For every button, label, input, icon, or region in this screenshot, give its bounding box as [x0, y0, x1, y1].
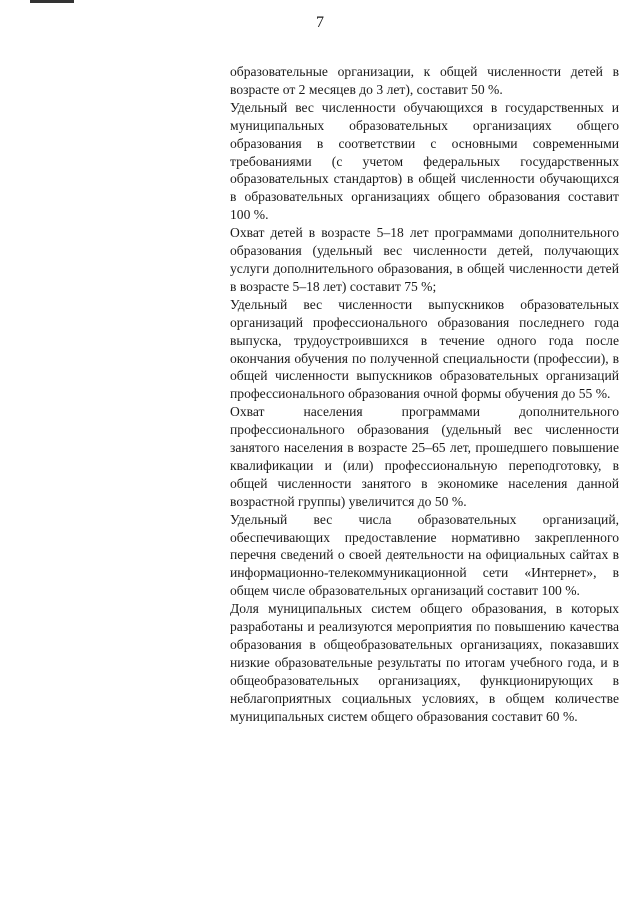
paragraph-professional-training: Охват населения программами дополнительного профессионального образования (удельный вес численности занятого населения в возрасте 25–65 лет, прошедшего повышение квалификации и (или) профессиональную переподготовку, в общей численности занятого в экономике населения данной возрастной группы) увеличится до 50 %.	[230, 404, 619, 509]
paragraph-graduate-employment: Удельный вес численности выпускников образовательных организаций профессионального образования последнего года выпуска, трудоустроившихся в течение одного года после окончания обучения по полученной специальности (профессии), в общей численности выпускников образовательных организаций профессионального образования очной формы обучения до 55 %.	[230, 296, 619, 402]
scan-edge-mark	[30, 0, 74, 3]
paragraph-additional-education: Охват детей в возрасте 5–18 лет программами дополнительного образования (удельный вес численности детей, получающих услуги дополнительного образования, в общей численности детей в возрасте 5–18 лет) составит 75 %;	[230, 225, 619, 294]
paragraph-standards-share: Удельный вес численности обучающихся в государственных и муниципальных образовательных организациях общего образования в соответствии с основными современными требованиями (с учетом федеральных государственных образовательных стандартов) в общей численности обучающихся в образовательных организациях общего образования составит 100 %.	[230, 99, 619, 223]
paragraph-preschool-coverage: образовательные организации, к общей численности детей в возрасте от 2 месяцев до 3 лет), составит 50 %.	[230, 64, 619, 97]
page-number: 7	[316, 14, 324, 31]
document-body	[230, 63, 619, 726]
paragraph-quality-improvement: Доля муниципальных систем общего образования, в которых разработаны и реализуются мероприятия по повышению качества образования в общеобразовательных организациях, показавших низкие образовательные результаты по итогам учебного года, и в общеобразовательных организациях, функционирующих в неблагоприятных социальных условиях, в общем количестве муниципальных систем общего образования составит 60 %.	[230, 601, 619, 724]
paragraph-internet-disclosure: Удельный вес числа образовательных организаций, обеспечивающих предоставление нормативно закрепленного перечня сведений о своей деятельности на официальных сайтах в информационно-телекоммуникационной сети «Интернет», в общем числе образовательных организаций составит 100 %.	[230, 511, 619, 599]
